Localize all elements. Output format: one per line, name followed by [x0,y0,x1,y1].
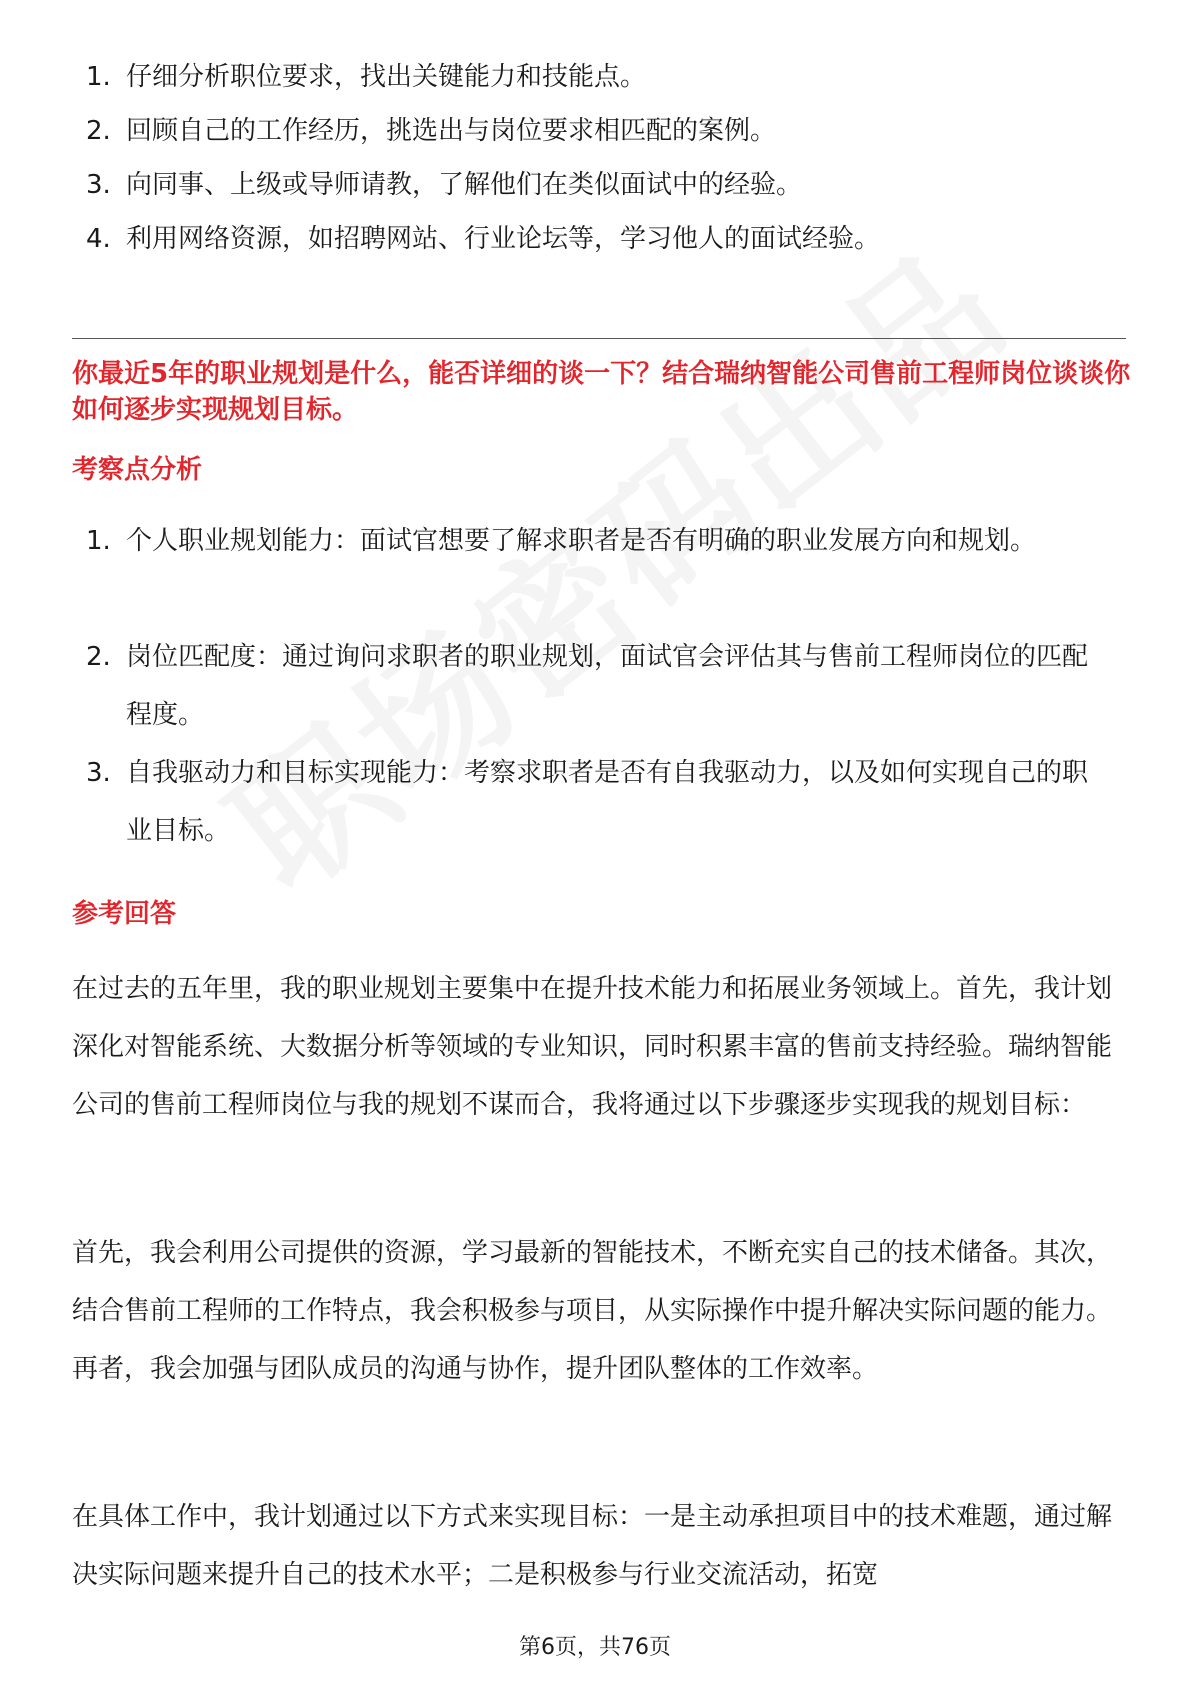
list-number: 1. [86,62,111,92]
list-text: 向同事、上级或导师请教，了解他们在类似面试中的经验。 [126,170,803,200]
answer-paragraph: 在具体工作中，我计划通过以下方式来实现目标：一是主动承担项目中的技术难题，通过解决实际问题来提升自己的技术水平；二是积极参与行业交流活动，拓宽 [72,1502,1113,1590]
list-number: 2. [86,116,111,146]
list-number: 4. [86,224,111,254]
answer-paragraph: 首先，我会利用公司提供的资源，学习最新的智能技术，不断充实自己的技术储备。其次，结合售前工程师的工作特点，我会积极参与项目，从实际操作中提升解决实际问题的能力。再者，我会加强与团队成员的沟通与协作，提升团队整体的工作效率。 [72,1238,1113,1384]
list-text: 岗位匹配度：通过询问求职者的职业规划，面试官会评估其与售前工程师岗位的匹配程度。 [126,642,1089,730]
list-text: 仔细分析职位要求，找出关键能力和技能点。 [126,62,647,92]
list-number: 1. [86,526,111,556]
page-number-footer: 第6页，共76页 [519,1635,671,1660]
list-number: 3. [86,758,111,788]
analysis-heading: 考察点分析 [72,455,203,485]
list-text: 利用网络资源，如招聘网站、行业论坛等，学习他人的面试经验。 [126,224,881,254]
list-text: 个人职业规划能力：面试官想要了解求职者是否有明确的职业发展方向和规划。 [126,526,1037,556]
list-number: 2. [86,642,111,672]
interview-question: 你最近5年的职业规划是什么，能否详细的谈一下？结合瑞纳智能公司售前工程师岗位谈谈你如何逐步实现规划目标。 [72,359,1131,425]
list-text: 自我驱动力和目标实现能力：考察求职者是否有自我驱动力，以及如何实现自己的职业目标。 [126,758,1089,846]
answer-heading: 参考回答 [72,899,177,929]
section-divider [72,338,1126,339]
answer-paragraph: 在过去的五年里，我的职业规划主要集中在提升技术能力和拓展业务领域上。首先，我计划深化对智能系统、大数据分析等领域的专业知识，同时积累丰富的售前支持经验。瑞纳智能公司的售前工程师岗位与我的规划不谋而合，我将通过以下步骤逐步实现我的规划目标： [72,974,1113,1120]
list-number: 3. [86,170,111,200]
list-text: 回顾自己的工作经历，挑选出与岗位要求相匹配的案例。 [126,116,777,146]
